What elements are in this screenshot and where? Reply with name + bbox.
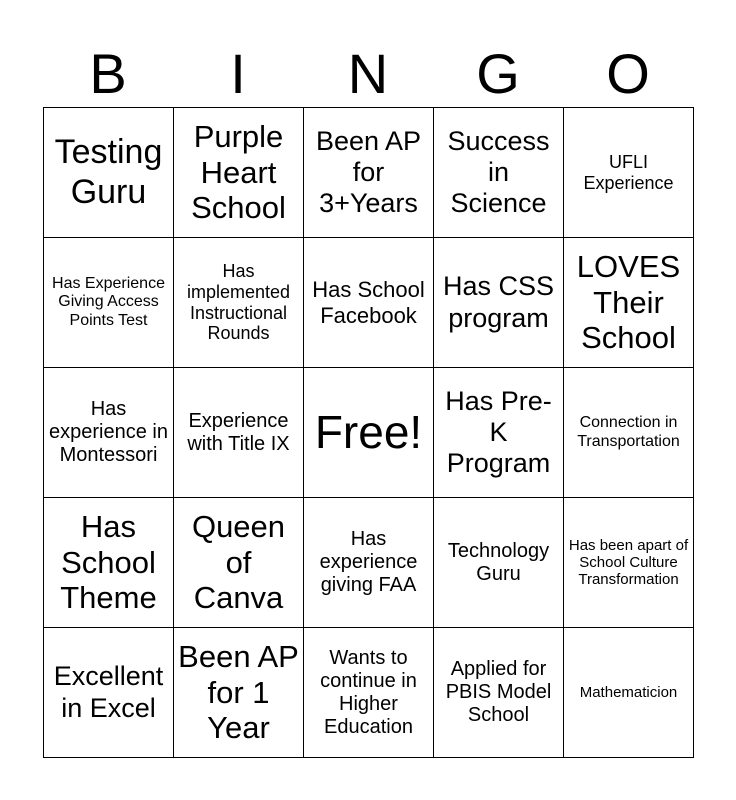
bingo-cell-r3-c4[interactable] — [563, 497, 694, 628]
cell-text: Testing Guru — [54, 133, 163, 211]
bingo-cell-r4-c1[interactable] — [173, 627, 304, 758]
cell-text: Has been apart of School Culture Transformation — [568, 536, 689, 589]
header-letter-n: N — [347, 42, 389, 105]
bingo-cell-r4-c2[interactable] — [303, 627, 434, 758]
bingo-cell-r2-c4[interactable] — [563, 367, 694, 498]
cell-text: Been AP for 1 Year — [178, 639, 299, 746]
bingo-cell-r1-c4[interactable] — [563, 237, 694, 368]
bingo-cell-r2-c1[interactable] — [173, 367, 304, 498]
bingo-cell-r3-c3[interactable] — [433, 497, 564, 628]
cell-text: Has School Theme — [60, 509, 157, 616]
cell-text: Success in Science — [447, 125, 550, 219]
cell-text: Applied for PBIS Model School — [445, 658, 552, 726]
header-letter-b: B — [89, 42, 127, 105]
bingo-cell-r4-c0[interactable] — [43, 627, 174, 758]
bingo-cell-r2-c3[interactable] — [433, 367, 564, 498]
cell-text: Queen of Canva — [191, 509, 286, 616]
bingo-cell-r0-c3[interactable] — [433, 107, 564, 238]
bingo-cell-r2-c0[interactable] — [43, 367, 174, 498]
bingo-board — [43, 107, 693, 757]
cell-text: Mathematicion — [579, 683, 678, 701]
header-letter-i: I — [230, 42, 246, 105]
cell-text: Has Experience Giving Access Points Test — [52, 274, 165, 329]
cell-text: Wants to continue in Higher Education — [320, 646, 417, 738]
bingo-cell-r0-c4[interactable] — [563, 107, 694, 238]
bingo-cell-r1-c2[interactable] — [303, 237, 434, 368]
header-letter-g: G — [476, 42, 520, 105]
bingo-cell-r0-c0[interactable] — [43, 107, 174, 238]
cell-text: UFLI Experience — [583, 151, 674, 193]
bingo-cell-r4-c4[interactable] — [563, 627, 694, 758]
bingo-header — [43, 40, 693, 108]
cell-text: Has experience giving FAA — [319, 528, 418, 596]
bingo-cell-r4-c3[interactable] — [433, 627, 564, 758]
bingo-cell-r3-c2[interactable] — [303, 497, 434, 628]
cell-text: Has CSS program — [442, 271, 555, 333]
cell-text: Excellent in Excel — [53, 661, 164, 723]
cell-text: Experience with Title IX — [187, 409, 290, 455]
bingo-cell-r3-c0[interactable] — [43, 497, 174, 628]
cell-text: Has Pre-K Program — [445, 385, 552, 479]
cell-text: Technology Guru — [447, 539, 550, 585]
cell-text: Connection in Transportation — [577, 414, 680, 450]
header-letter-o: O — [606, 42, 650, 105]
cell-text: Has School Facebook — [312, 277, 425, 328]
bingo-cell-free[interactable] — [303, 367, 434, 498]
bingo-cell-r0-c2[interactable] — [303, 107, 434, 238]
cell-text: Purple Heart School — [191, 119, 286, 226]
cell-text: Been AP for 3+Years — [315, 125, 422, 219]
cell-text: Free! — [314, 406, 423, 459]
bingo-cell-r0-c1[interactable] — [173, 107, 304, 238]
bingo-cell-r1-c3[interactable] — [433, 237, 564, 368]
bingo-cell-r3-c1[interactable] — [173, 497, 304, 628]
bingo-cell-r1-c0[interactable] — [43, 237, 174, 368]
cell-text: LOVES Their School — [576, 249, 681, 356]
bingo-cell-r1-c1[interactable] — [173, 237, 304, 368]
cell-text: Has implemented Instructional Rounds — [186, 261, 291, 344]
cell-text: Has experience in Montessori — [49, 398, 168, 466]
